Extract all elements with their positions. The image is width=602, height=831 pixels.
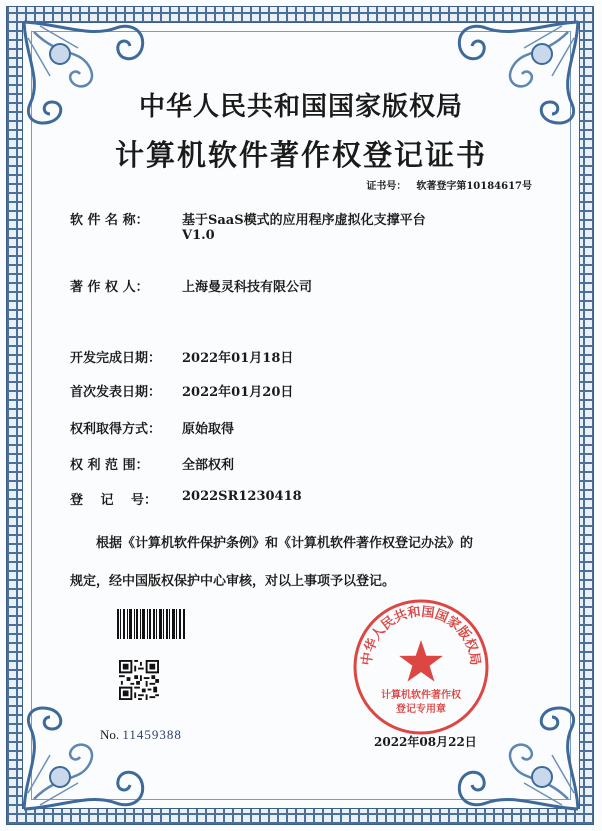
field-value: 原始取得 [182, 422, 235, 437]
seal-star-icon [399, 640, 443, 682]
field-copyright-owner [70, 276, 312, 295]
field-label: 首次发表日期： [70, 385, 162, 400]
field-value: 2022SR1230418 [182, 489, 302, 504]
qr-code [119, 660, 159, 700]
serial-number-prefix: No. [100, 727, 120, 742]
field-value-version: V1.0 [182, 228, 215, 243]
field-registration-number [70, 489, 302, 508]
field-label: 权 利 范 围： [70, 458, 149, 473]
field-completion-date [70, 347, 293, 366]
seal-line-2: 登记专用章 [396, 704, 446, 715]
certificate-number-value: 软著登字第10184617号 [416, 181, 532, 192]
serial-number [100, 727, 182, 743]
corner-ornament-bottom-left [20, 703, 152, 813]
seal-line-1: 计算机软件著作权 [381, 690, 461, 701]
field-software-name [70, 209, 426, 243]
statement-line-1: 根据《计算机软件保护条例》和《计算机软件著作权登记办法》的 [96, 536, 474, 551]
field-value: 基于SaaS模式的应用程序虚拟化支撑平台 [182, 213, 426, 228]
field-label: 权利取得方式： [70, 422, 162, 437]
issuing-authority-title: 中华人民共和国国家版权局 [138, 92, 463, 122]
field-value: 2022年01月20日 [182, 385, 294, 400]
seal-arc-text: 中华人民共和国国家版权局 [359, 604, 483, 667]
barcode [117, 609, 185, 639]
field-value: 全部权利 [182, 458, 235, 473]
field-value-block [182, 209, 426, 243]
certificate-number-label: 证书号： [366, 181, 407, 192]
statement-line-2: 规定，经中国版权保护中心审核，对以上事项予以登记。 [70, 574, 396, 589]
field-label: 开发完成日期： [70, 351, 162, 366]
serial-number-value: 11459388 [122, 727, 182, 742]
field-value: 上海曼灵科技有限公司 [182, 280, 313, 295]
certificate-title: 计算机软件著作权登记证书 [114, 138, 487, 172]
field-label: 软 件 名 称： [70, 213, 149, 228]
official-seal [352, 598, 490, 736]
issue-date: 2022年08月22日 [374, 735, 477, 749]
field-value: 2022年01月18日 [182, 351, 294, 366]
field-label: 著 作 权 人： [70, 280, 149, 295]
field-rights-scope [70, 454, 234, 473]
field-publication-date [70, 381, 293, 400]
field-label: 登 记 号： [70, 493, 158, 508]
field-acquisition-method [70, 418, 234, 437]
certificate-number [366, 177, 532, 192]
